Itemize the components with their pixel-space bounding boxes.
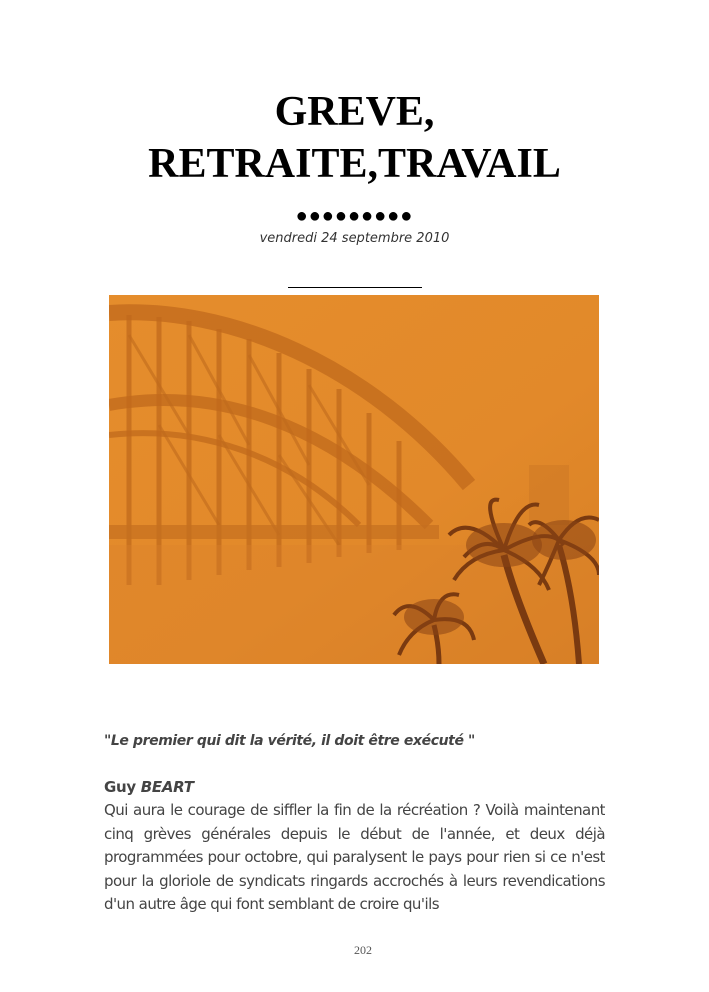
article-title-line-2: RETRAITE,TRAVAIL <box>148 141 561 187</box>
page-number: 202 <box>354 943 372 957</box>
building-silhouette <box>529 465 569 525</box>
epigraph-author <box>104 776 194 798</box>
article-photo <box>109 295 599 664</box>
article-body: Qui aura le courage de siffler la fin de la récréation ? Voilà maintenant cinq grèves générales depuis le début de l'année, et deux déjà programmées pour octobre, qui paralysent le pays pour rien si ce n'est pour la gloriole de syndicats ringards accrochés à leurs revendications d'un autre âge qui font semblant de croire qu'ils <box>104 801 605 914</box>
title-divider <box>288 287 422 288</box>
author-last-name: BEART <box>140 778 194 796</box>
bridge-deck <box>109 525 439 539</box>
epigraph-quote: "Le premier qui dit la vérité, il doit être exécuté " <box>104 733 475 749</box>
article-title-line-1: GREVE, <box>274 89 435 135</box>
dots-separator: ●●●●●●●●● <box>295 205 414 227</box>
article-title <box>0 86 709 190</box>
author-first-name: Guy <box>104 778 141 796</box>
article-date: vendredi 24 septembre 2010 <box>259 231 450 246</box>
